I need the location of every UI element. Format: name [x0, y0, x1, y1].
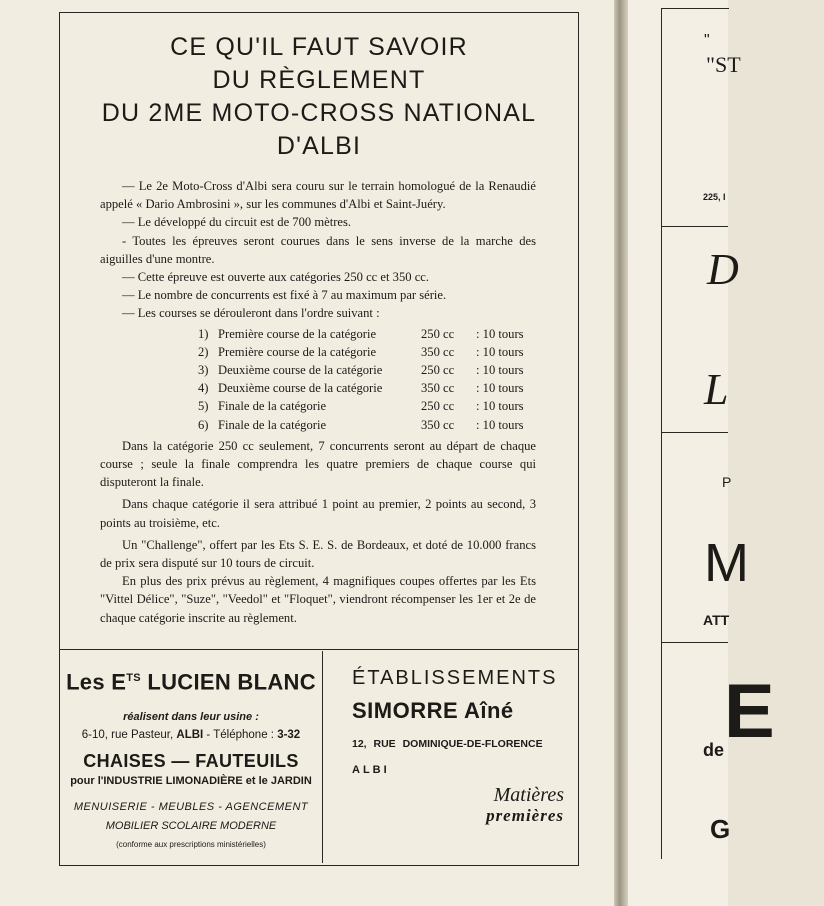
- race-name: Première course de la catégorie: [218, 326, 377, 341]
- right-fragment: E: [724, 669, 775, 754]
- regulation-article: [60, 13, 578, 645]
- paragraph: Un "Challenge", offert par les Ets S. E. S. de Bordeaux, et doté de 10.000 francs de prix sera disputé sur 10 tours de circuit.: [100, 537, 536, 571]
- ad-services-2: MOBILIER SCOLAIRE MODERNE: [105, 820, 277, 833]
- ad-simorre: [324, 667, 578, 826]
- race-number: 1): [198, 326, 209, 341]
- ad-address: 12, RUE DOMINIQUE-DE-FLORENCE: [352, 738, 543, 750]
- ad-services: MENUISERIE - MEUBLES - AGENCEMENT: [73, 801, 309, 814]
- race-name: Deuxième course de la catégorie: [218, 363, 383, 378]
- right-fragment: de: [703, 740, 725, 760]
- right-fragment: L: [704, 365, 729, 414]
- ad-note: (conforme aux prescriptions ministérielles): [116, 840, 266, 850]
- right-fragment: ATT: [703, 612, 730, 628]
- race-number: 5): [198, 399, 209, 414]
- race-row: [198, 416, 536, 434]
- race-name: Finale de la catégorie: [218, 417, 327, 432]
- race-name: Finale de la catégorie: [218, 399, 327, 414]
- race-class: 350 cc: [421, 344, 455, 359]
- divider: [661, 432, 728, 433]
- race-row: [198, 325, 536, 343]
- title-line: DU RÈGLEMENT: [212, 66, 426, 94]
- right-fragment: "ST: [706, 52, 741, 77]
- ad-heading: ÉTABLISSEMENTS: [352, 667, 558, 689]
- article-body: [100, 177, 536, 627]
- race-class: 250 cc: [421, 326, 455, 341]
- paragraph: Dans chaque catégorie il sera attribué 1 point au premier, 2 points au second, 3 points au troisième, etc.: [100, 497, 536, 530]
- race-number: 2): [198, 344, 209, 359]
- article-title: [60, 13, 578, 163]
- paragraph: — Le 2e Moto-Cross d'Albi sera couru sur le terrain homologué de la Renaudié appelé « Dario Ambrosini », sur les communes d'Albi et Saint-Juéry.: [100, 179, 536, 212]
- race-laps: : 10 tours: [476, 344, 524, 359]
- ad-lucien-blanc: [60, 663, 322, 849]
- page-fold: [614, 0, 628, 906]
- race-class: 250 cc: [421, 363, 455, 378]
- paragraph: — Les courses se dérouleront dans l'ordre suivant :: [122, 306, 380, 321]
- ad-address: 6-10, rue Pasteur, ALBI - Téléphone : 3-32: [81, 729, 301, 742]
- right-fragment: M: [704, 533, 749, 593]
- right-fragment: G: [710, 814, 731, 844]
- ad-products: Matières: [493, 784, 564, 806]
- paragraph: — Le nombre de concurrents est fixé à 7 au maximum par série.: [122, 288, 447, 303]
- race-laps: : 10 tours: [476, 399, 524, 414]
- paragraph: — Cette épreuve est ouverte aux catégories 250 cc et 350 cc.: [122, 270, 430, 285]
- race-laps: : 10 tours: [476, 381, 524, 396]
- right-fragment: 225, I: [703, 192, 726, 202]
- race-row: [198, 361, 536, 379]
- ad-city: ALBI: [352, 764, 390, 776]
- right-frame: [661, 8, 729, 859]
- ad-products-2: premières: [486, 806, 564, 825]
- race-class: 350 cc: [421, 417, 455, 432]
- race-row: [198, 343, 536, 361]
- race-laps: : 10 tours: [476, 417, 524, 432]
- ad-company-name: SIMORRE Aîné: [352, 698, 514, 723]
- race-name: Première course de la catégorie: [218, 344, 377, 359]
- race-row: [198, 397, 536, 415]
- title-line: D'ALBI: [276, 132, 362, 160]
- race-list: [198, 325, 536, 434]
- right-fragment: P: [722, 474, 732, 490]
- paragraph: — Le développé du circuit est de 700 mètres.: [122, 215, 352, 230]
- title-line: CE QU'IL FAUT SAVOIR: [170, 33, 468, 61]
- divider: [661, 642, 728, 643]
- race-number: 3): [198, 363, 209, 378]
- paragraph: - Toutes les épreuves seront courues dans le sens inverse de la marche des aiguilles d'une montre.: [100, 233, 536, 266]
- bordered-notice: [59, 12, 579, 866]
- ad-tagline: réalisent dans leur usine :: [123, 711, 259, 724]
- title-line: DU 2ME MOTO-CROSS NATIONAL: [101, 99, 537, 127]
- race-laps: : 10 tours: [476, 326, 524, 341]
- ad-company-name: Les $E^{TS}$ LUCIEN BLANC: [66, 669, 316, 695]
- race-number: 6): [198, 417, 209, 432]
- race-laps: : 10 tours: [476, 363, 524, 378]
- race-class: 250 cc: [421, 399, 455, 414]
- ad-products: CHAISES — FAUTEUILS: [83, 751, 299, 772]
- right-page-edge: [628, 0, 775, 906]
- divider: [60, 649, 578, 650]
- ad-industry: pour l'INDUSTRIE LIMONADIÈRE et le JARDIN: [70, 775, 312, 788]
- right-fragment: D: [707, 245, 739, 294]
- race-name: Deuxième course de la catégorie: [218, 381, 383, 396]
- divider: [661, 226, 728, 227]
- paragraph: En plus des prix prévus au règlement, 4 magnifiques coupes offertes par les Ets "Vittel Délice", "Suze", "Veedol" et "Floquet", viendront récompenser les 1er et 2e de chaque catégorie inscrite au règlement.: [100, 574, 536, 625]
- divider: [322, 651, 323, 863]
- race-class: 350 cc: [421, 381, 455, 396]
- right-fragment: ": [704, 32, 710, 49]
- race-row: [198, 379, 536, 397]
- paragraph: Dans la catégorie 250 cc seulement, 7 concurrents seront au départ de chaque course ; seule la finale comprendra les quatre premiers de chaque course qui disputeront la finale.: [100, 438, 536, 490]
- race-number: 4): [198, 381, 209, 396]
